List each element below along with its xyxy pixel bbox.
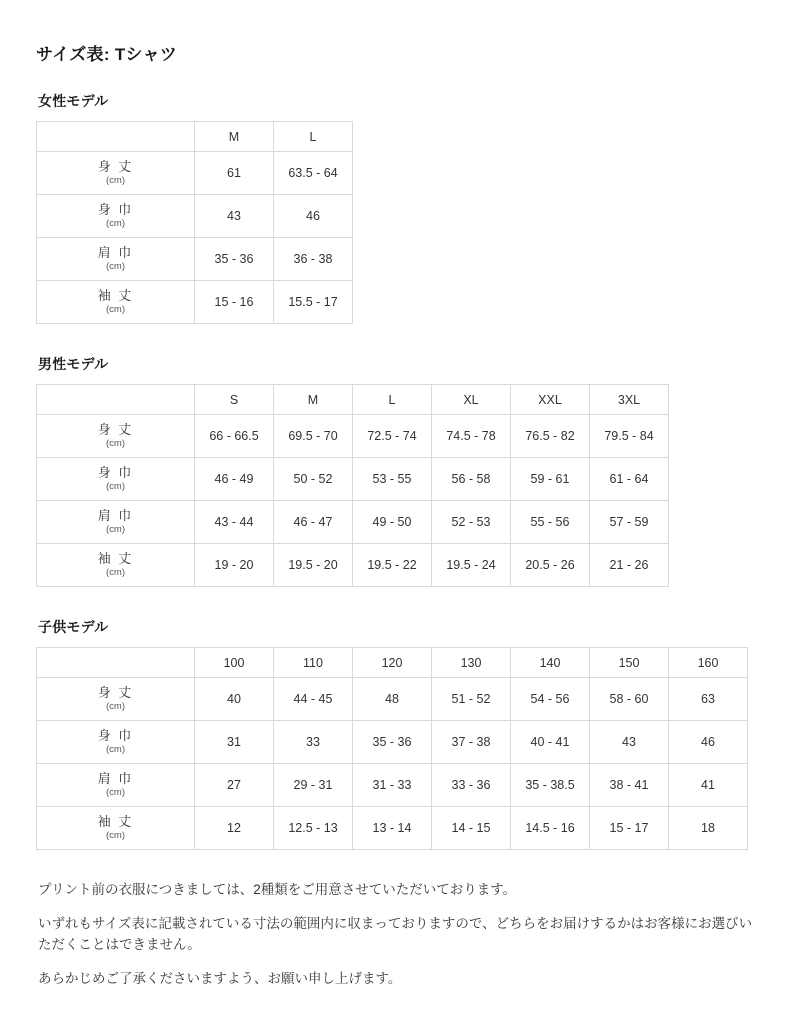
row-label: 身 巾 [97,201,134,217]
table-cell: 12 [195,807,274,850]
row-unit: (cm) [106,480,125,492]
table-cell: 38 - 41 [590,764,669,807]
table-cell: 31 - 33 [353,764,432,807]
table-cell: 27 [195,764,274,807]
table-row [37,238,353,281]
column-header: 140 [511,648,590,678]
section-men [36,354,753,587]
table-cell: 15 - 17 [590,807,669,850]
table-cell: 66 - 66.5 [195,415,274,458]
table-cell: 58 - 60 [590,678,669,721]
table-cell: 40 [195,678,274,721]
table-cell: 21 - 26 [590,544,669,587]
row-unit: (cm) [106,217,125,229]
row-label: 身 巾 [97,464,134,480]
table-cell: 35 - 36 [353,721,432,764]
row-label: 袖 丈 [97,550,134,566]
column-header: 100 [195,648,274,678]
row-header [37,281,195,324]
notes-section [36,880,753,989]
table-cell: 46 [669,721,748,764]
table-cell: 13 - 14 [353,807,432,850]
row-unit: (cm) [106,786,125,798]
row-label: 身 丈 [97,684,134,700]
note-line: いずれもサイズ表に記載されている寸法の範囲内に収まっておりますので、どちらをお届けするかはお客様にお選びいただくことはできません。 [38,916,753,952]
row-label: 肩 巾 [97,244,134,260]
column-header: 110 [274,648,353,678]
section-kids [36,617,753,850]
table-cell: 33 [274,721,353,764]
table-cell: 19.5 - 20 [274,544,353,587]
row-header [37,501,195,544]
table-cell: 15 - 16 [195,281,274,324]
row-header [37,678,195,721]
table-cell: 31 [195,721,274,764]
table-cell: 43 [195,195,274,238]
table-row [37,152,353,195]
table-row [37,281,353,324]
column-header: 120 [353,648,432,678]
column-header: 150 [590,648,669,678]
section-heading-kids: 子供モデル [38,619,109,635]
column-header: 3XL [590,385,669,415]
row-unit: (cm) [106,174,125,186]
table-cell: 19.5 - 22 [353,544,432,587]
page-title: サイズ表: Tシャツ [36,45,178,64]
table-cell: 55 - 56 [511,501,590,544]
table-cell: 41 [669,764,748,807]
table-row [37,501,669,544]
table-cell: 35 - 38.5 [511,764,590,807]
table-corner-cell [37,122,195,152]
table-cell: 79.5 - 84 [590,415,669,458]
table-cell: 43 - 44 [195,501,274,544]
table-cell: 48 [353,678,432,721]
column-header: M [195,122,274,152]
row-unit: (cm) [106,523,125,535]
table-cell: 74.5 - 78 [432,415,511,458]
table-cell: 53 - 55 [353,458,432,501]
row-header [37,721,195,764]
column-header: XXL [511,385,590,415]
row-header [37,152,195,195]
table-row [37,458,669,501]
table-cell: 59 - 61 [511,458,590,501]
row-label: 袖 丈 [97,287,134,303]
row-unit: (cm) [106,743,125,755]
section-women [36,91,753,324]
table-row [37,721,748,764]
table-cell: 46 [274,195,353,238]
table-cell: 54 - 56 [511,678,590,721]
table-cell: 35 - 36 [195,238,274,281]
table-cell: 36 - 38 [274,238,353,281]
table-cell: 50 - 52 [274,458,353,501]
table-header-row [37,385,669,415]
table-cell: 56 - 58 [432,458,511,501]
table-cell: 33 - 36 [432,764,511,807]
table-row [37,678,748,721]
row-unit: (cm) [106,566,125,578]
table-cell: 43 [590,721,669,764]
table-cell: 57 - 59 [590,501,669,544]
row-header [37,195,195,238]
column-header: 130 [432,648,511,678]
column-header: XL [432,385,511,415]
table-cell: 69.5 - 70 [274,415,353,458]
row-header [37,807,195,850]
table-cell: 61 - 64 [590,458,669,501]
table-cell: 46 - 49 [195,458,274,501]
row-header [37,415,195,458]
row-label: 身 丈 [97,158,134,174]
table-cell: 14.5 - 16 [511,807,590,850]
size-table-women [36,121,353,324]
table-cell: 61 [195,152,274,195]
size-table-kids [36,647,748,850]
note-line: あらかじめご了承くださいますよう、お願い申し上げます。 [38,970,402,986]
row-unit: (cm) [106,437,125,449]
row-header [37,544,195,587]
note-line: プリント前の衣服につきましては、2種類をご用意させていただいております。 [38,882,517,897]
row-unit: (cm) [106,700,125,712]
table-cell: 20.5 - 26 [511,544,590,587]
table-cell: 29 - 31 [274,764,353,807]
row-label: 肩 巾 [97,507,134,523]
row-label: 袖 丈 [97,813,134,829]
table-corner-cell [37,648,195,678]
table-row [37,764,748,807]
column-header: L [274,122,353,152]
table-cell: 44 - 45 [274,678,353,721]
table-row [37,544,669,587]
column-header: 160 [669,648,748,678]
table-cell: 19.5 - 24 [432,544,511,587]
row-header [37,764,195,807]
column-header: L [353,385,432,415]
table-cell: 72.5 - 74 [353,415,432,458]
table-corner-cell [37,385,195,415]
row-unit: (cm) [106,260,125,272]
table-cell: 63 [669,678,748,721]
table-cell: 37 - 38 [432,721,511,764]
table-cell: 18 [669,807,748,850]
row-label: 肩 巾 [97,770,134,786]
column-header: M [274,385,353,415]
column-header: S [195,385,274,415]
row-header [37,458,195,501]
table-cell: 19 - 20 [195,544,274,587]
table-cell: 52 - 53 [432,501,511,544]
table-cell: 46 - 47 [274,501,353,544]
table-cell: 49 - 50 [353,501,432,544]
row-label: 身 丈 [97,421,134,437]
table-cell: 51 - 52 [432,678,511,721]
table-header-row [37,648,748,678]
table-cell: 76.5 - 82 [511,415,590,458]
row-unit: (cm) [106,829,125,841]
row-label: 身 巾 [97,727,134,743]
table-cell: 15.5 - 17 [274,281,353,324]
table-header-row [37,122,353,152]
section-heading-women: 女性モデル [38,93,109,109]
table-row [37,807,748,850]
table-cell: 12.5 - 13 [274,807,353,850]
table-row [37,415,669,458]
table-row [37,195,353,238]
row-unit: (cm) [106,303,125,315]
section-heading-men: 男性モデル [38,356,109,372]
table-cell: 63.5 - 64 [274,152,353,195]
size-table-men [36,384,669,587]
row-header [37,238,195,281]
table-cell: 40 - 41 [511,721,590,764]
table-cell: 14 - 15 [432,807,511,850]
